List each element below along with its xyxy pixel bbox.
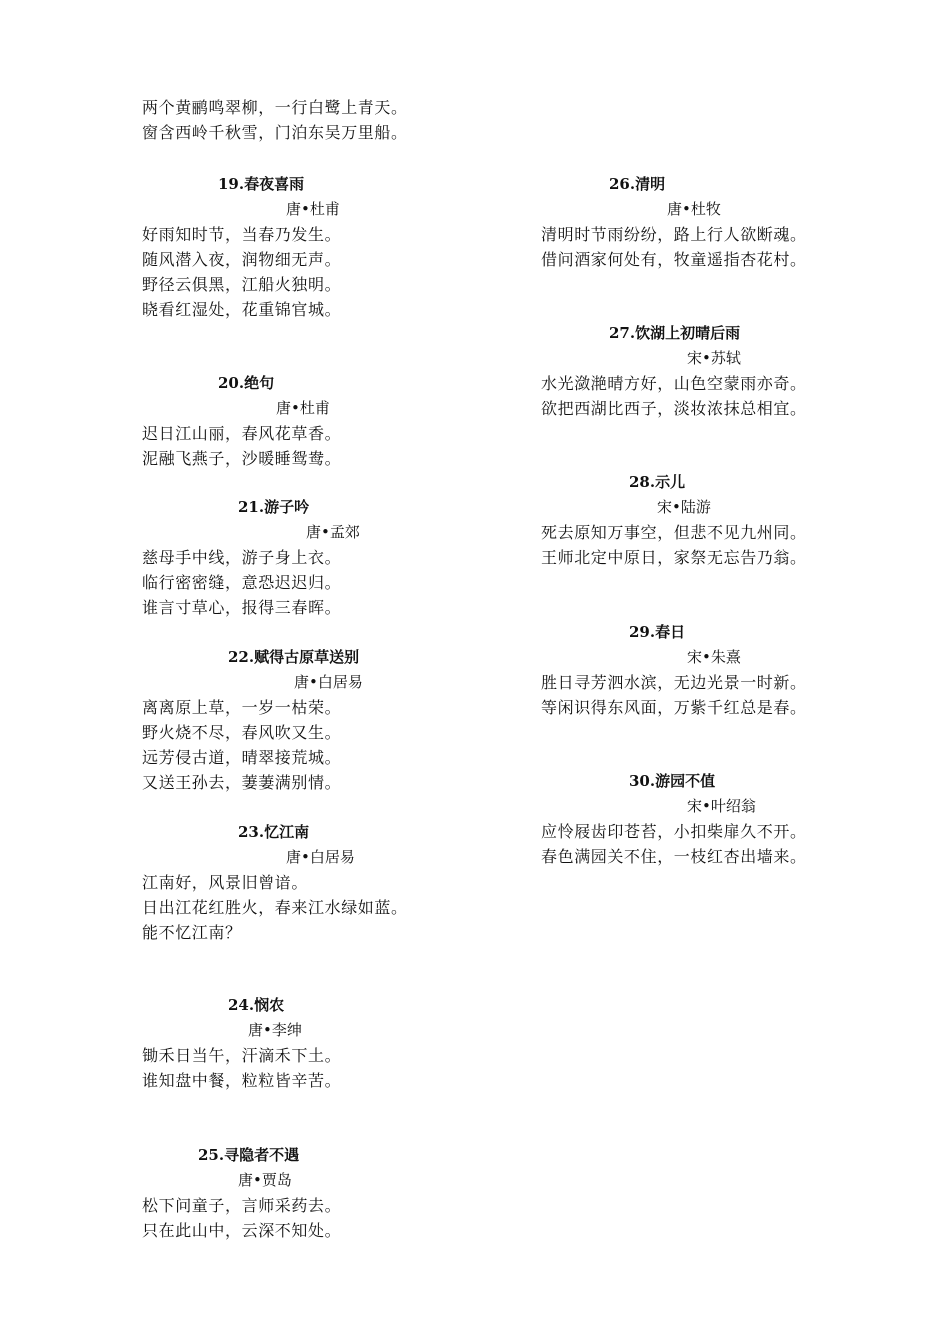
poem-line: 野火烧不尽，春风吹又生。 bbox=[142, 723, 342, 742]
poem-line: 晓看红湿处，花重锦官城。 bbox=[142, 300, 342, 319]
poem-28 bbox=[541, 470, 871, 570]
poem-title: 27.饮湖上初晴后雨 bbox=[609, 324, 741, 342]
poem-line: 野径云俱黑，江船火独明。 bbox=[142, 275, 342, 294]
poem-author: 唐•杜甫 bbox=[286, 200, 340, 218]
poem-line: 临行密密缝，意恐迟迟归。 bbox=[142, 573, 342, 592]
poem-line: 欲把西湖比西子，淡妆浓抹总相宜。 bbox=[541, 399, 807, 418]
poem-author: 宋•陆游 bbox=[657, 498, 711, 516]
poem-29 bbox=[541, 620, 871, 720]
poem-line: 应怜屐齿印苍苔，小扣柴扉久不开。 bbox=[541, 822, 807, 841]
poem-23 bbox=[142, 820, 472, 945]
poem-26 bbox=[541, 172, 871, 272]
poem-line: 只在此山中，云深不知处。 bbox=[142, 1221, 342, 1240]
poem-line: 水光潋滟晴方好，山色空蒙雨亦奇。 bbox=[541, 374, 807, 393]
poem-author: 唐•杜甫 bbox=[276, 399, 330, 417]
poem-22 bbox=[142, 645, 472, 795]
poem-author: 唐•贾岛 bbox=[238, 1171, 292, 1189]
poem-24 bbox=[142, 993, 472, 1093]
poem-author: 唐•白居易 bbox=[294, 673, 363, 691]
poem-25 bbox=[142, 1143, 472, 1243]
poem-line: 胜日寻芳泗水滨，无边光景一时新。 bbox=[541, 673, 807, 692]
poem-line: 泥融飞燕子，沙暖睡鸳鸯。 bbox=[142, 449, 342, 468]
poem-line: 随风潜入夜，润物细无声。 bbox=[142, 250, 342, 269]
poem-line: 窗含西岭千秋雪，门泊东吴万里船。 bbox=[142, 123, 408, 142]
poem-fragment bbox=[142, 95, 472, 145]
poem-title: 25.寻隐者不遇 bbox=[198, 1146, 300, 1164]
poem-line: 两个黄鹂鸣翠柳，一行白鹭上青天。 bbox=[142, 98, 408, 117]
poem-line: 等闲识得东风面，万紫千红总是春。 bbox=[541, 698, 807, 717]
poem-line: 慈母手中线，游子身上衣。 bbox=[142, 548, 342, 567]
poem-title: 30.游园不值 bbox=[629, 772, 716, 790]
poem-line: 江南好，风景旧曾谙。 bbox=[142, 873, 309, 892]
poem-line: 好雨知时节，当春乃发生。 bbox=[142, 225, 342, 244]
poem-author: 唐•杜牧 bbox=[667, 200, 721, 218]
poem-title: 19.春夜喜雨 bbox=[218, 175, 305, 193]
poem-title: 24.悯农 bbox=[228, 996, 285, 1014]
poem-line: 松下问童子，言师采药去。 bbox=[142, 1196, 342, 1215]
poem-title: 29.春日 bbox=[629, 623, 686, 641]
poem-line: 远芳侵古道，晴翠接荒城。 bbox=[142, 748, 342, 767]
poem-title: 26.清明 bbox=[609, 175, 666, 193]
poem-author: 唐•白居易 bbox=[286, 848, 355, 866]
poem-30 bbox=[541, 769, 871, 869]
poem-line: 锄禾日当午，汗滴禾下土。 bbox=[142, 1046, 342, 1065]
poem-line: 又送王孙去，萋萋满别情。 bbox=[142, 773, 342, 792]
poem-line: 离离原上草，一岁一枯荣。 bbox=[142, 698, 342, 717]
poem-27 bbox=[541, 321, 871, 421]
poem-line: 谁知盘中餐，粒粒皆辛苦。 bbox=[142, 1071, 342, 1090]
poem-line: 春色满园关不住，一枝红杏出墙来。 bbox=[541, 847, 807, 866]
poem-author: 宋•苏轼 bbox=[687, 349, 741, 367]
poem-line: 谁言寸草心，报得三春晖。 bbox=[142, 598, 342, 617]
poem-line: 日出江花红胜火，春来江水绿如蓝。 bbox=[142, 898, 408, 917]
poem-title: 20.绝句 bbox=[218, 374, 275, 392]
poem-21 bbox=[142, 495, 472, 620]
poem-author: 唐•李绅 bbox=[248, 1021, 302, 1039]
poem-title: 28.示儿 bbox=[629, 473, 686, 491]
poem-author: 唐•孟郊 bbox=[306, 523, 360, 541]
poem-line: 王师北定中原日，家祭无忘告乃翁。 bbox=[541, 548, 807, 567]
poem-line: 迟日江山丽，春风花草香。 bbox=[142, 424, 342, 443]
poem-line: 死去原知万事空，但悲不见九州同。 bbox=[541, 523, 807, 542]
poem-title: 23.忆江南 bbox=[238, 823, 310, 841]
poem-author: 宋•叶绍翁 bbox=[687, 797, 756, 815]
poem-line: 能不忆江南？ bbox=[142, 923, 242, 942]
poem-title: 22.赋得古原草送别 bbox=[228, 648, 360, 666]
poem-title: 21.游子吟 bbox=[238, 498, 310, 516]
poem-author: 宋•朱熹 bbox=[687, 648, 741, 666]
poem-20 bbox=[142, 371, 472, 471]
poem-19 bbox=[142, 172, 472, 322]
poem-line: 清明时节雨纷纷，路上行人欲断魂。 bbox=[541, 225, 807, 244]
poem-line: 借问酒家何处有，牧童遥指杏花村。 bbox=[541, 250, 807, 269]
